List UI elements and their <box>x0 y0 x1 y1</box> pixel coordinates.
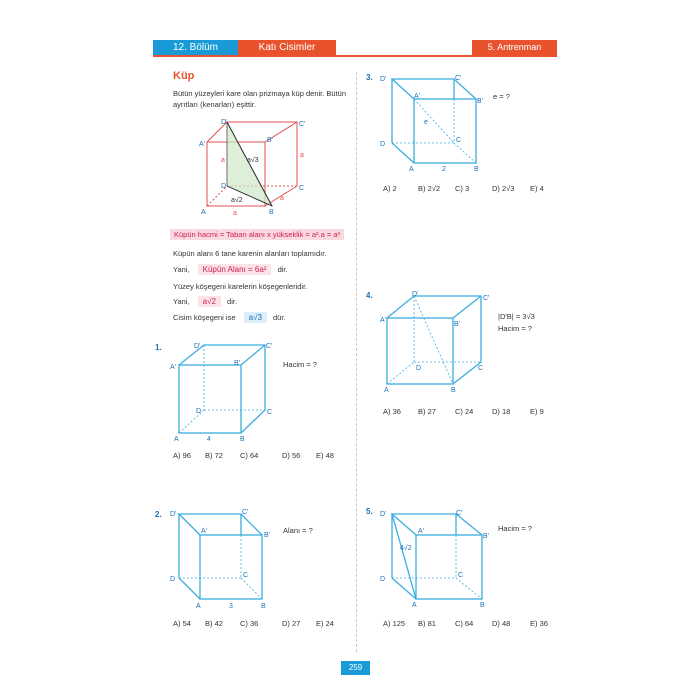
header-rule <box>153 55 557 57</box>
q4-label-a1: A' <box>380 317 387 324</box>
q4-label-d1: D' <box>412 291 419 298</box>
q2-option-e[interactable]: E) 24 <box>316 619 334 628</box>
q2-prompt: Alanı = ? <box>283 526 313 535</box>
q3-cube-figure <box>376 70 496 180</box>
face-suffix: dir. <box>227 297 238 306</box>
q5-label-b: B <box>480 602 485 609</box>
intro-label-body-diag: a√3 <box>247 157 259 164</box>
q1-number: 1. <box>155 343 162 352</box>
q5-option-d[interactable]: D) 48 <box>492 619 511 628</box>
q4-option-d[interactable]: D) 18 <box>492 407 511 416</box>
q5-option-e[interactable]: E) 36 <box>530 619 548 628</box>
q2-number: 2. <box>155 510 162 519</box>
area-text: Küpün alanı 6 tane karenin alanları toplamıdır. <box>173 249 327 258</box>
q3-option-e[interactable]: E) 4 <box>530 184 544 193</box>
page-number: 259 <box>341 661 370 675</box>
q2-label-d: D <box>170 576 176 583</box>
area-suffix: dir. <box>277 265 288 274</box>
q2-cube-figure <box>168 505 283 615</box>
q1-option-c[interactable]: C) 64 <box>240 451 259 460</box>
intro-line-1: Bütün yüzeyleri kare olan prizmaya küp denir. Bütün <box>173 89 347 98</box>
q4-option-e[interactable]: E) 9 <box>530 407 544 416</box>
q2-label-b: B <box>261 603 266 610</box>
intro-label-edge-a2: a <box>300 152 304 159</box>
intro-label-face-diag: a√2 <box>231 197 243 204</box>
q1-option-d[interactable]: D) 56 <box>282 451 301 460</box>
intro-label-b: B <box>269 209 274 216</box>
q1-option-e[interactable]: E) 48 <box>316 451 334 460</box>
area-formula: Küpün Alanı = 6a² <box>198 264 272 275</box>
intro-label-c: C <box>299 185 305 192</box>
q5-label-d: D <box>380 576 386 583</box>
q4-label-b1: B' <box>454 321 461 328</box>
q2-label-d1: D' <box>170 511 177 518</box>
q4-option-a[interactable]: A) 36 <box>383 407 401 416</box>
face-diag-text: Yüzey köşegeni karelerin köşegenleridir. <box>173 282 308 291</box>
q2-label-edge: 3 <box>229 603 233 610</box>
q5-label-b1: B' <box>483 533 490 540</box>
q3-option-a[interactable]: A) 2 <box>383 184 397 193</box>
q3-number: 3. <box>366 73 373 82</box>
intro-label-c1: C' <box>299 121 306 128</box>
q5-label-diag: 4√2 <box>400 545 412 552</box>
q5-option-c[interactable]: C) 64 <box>455 619 474 628</box>
intro-label-edge-a: a <box>221 157 225 164</box>
q3-label-c: C <box>456 137 462 144</box>
q2-label-a: A <box>196 603 201 610</box>
q5-label-a1: A' <box>418 528 425 535</box>
q3-prompt: e = ? <box>493 92 510 101</box>
q2-label-a1: A' <box>201 528 208 535</box>
q4-label-b: B <box>451 387 456 394</box>
q1-label-a1: A' <box>170 364 177 371</box>
q3-label-d1: D' <box>380 76 387 83</box>
q4-option-b[interactable]: B) 27 <box>418 407 436 416</box>
q4-number: 4. <box>366 291 373 300</box>
intro-label-a1: A' <box>199 141 206 148</box>
q4-label-d: D <box>416 365 422 372</box>
intro-label-d1: D' <box>221 119 228 126</box>
q1-label-d: D <box>196 408 202 415</box>
q3-label-d: D <box>380 141 386 148</box>
body-suffix: dür. <box>273 313 286 322</box>
q1-label-b: B <box>240 436 245 443</box>
q2-label-c1: C' <box>242 509 249 516</box>
area-line <box>173 265 288 275</box>
q5-prompt: Hacim = ? <box>498 524 532 533</box>
q1-option-a[interactable]: A) 96 <box>173 451 191 460</box>
intro-label-edge-a4: a <box>280 195 284 202</box>
q1-label-a: A <box>174 436 179 443</box>
q1-prompt: Hacim = ? <box>283 360 317 369</box>
chapter-title: Katı Cisimler <box>238 40 336 55</box>
q4-label-a: A <box>384 387 389 394</box>
face-prefix: Yani, <box>173 297 190 306</box>
q3-label-edge: 2 <box>442 166 446 173</box>
body-formula: a√3 <box>244 312 267 323</box>
volume-formula-line <box>170 230 344 240</box>
q3-label-a1: A' <box>414 93 421 100</box>
q3-label-b1: B' <box>477 98 484 105</box>
q5-cube-figure <box>376 505 496 615</box>
q2-option-a[interactable]: A) 54 <box>173 619 191 628</box>
q2-option-d[interactable]: D) 27 <box>282 619 301 628</box>
q4-cube-figure <box>376 288 496 396</box>
intro-line-2: ayrıtları (kenarları) eşittir. <box>173 100 256 109</box>
q3-label-a: A <box>409 166 414 173</box>
q5-label-d1: D' <box>380 511 387 518</box>
q2-option-b[interactable]: B) 42 <box>205 619 223 628</box>
q2-label-c: C <box>243 572 249 579</box>
q1-label-c: C <box>267 409 273 416</box>
q5-option-b[interactable]: B) 81 <box>418 619 436 628</box>
q4-label-c1: C' <box>483 295 490 302</box>
q5-label-c1: C' <box>456 510 463 517</box>
body-prefix: Cisim köşegeni ise <box>173 313 236 322</box>
q3-label-diag: e <box>424 119 428 126</box>
volume-formula: Küpün hacmi = Taban alanı x yükseklik = a².a = a³ <box>170 229 344 240</box>
q3-label-b: B <box>474 166 479 173</box>
q1-label-d1: D' <box>194 343 201 350</box>
intro-label-b1: B' <box>267 137 274 144</box>
intro-label-edge-a3: a <box>233 210 237 217</box>
face-diag-line <box>173 297 237 307</box>
q4-prompt: Hacim = ? <box>498 324 532 333</box>
q5-option-a[interactable]: A) 125 <box>383 619 406 628</box>
intro-label-a: A <box>201 209 206 216</box>
area-prefix: Yani, <box>173 265 190 274</box>
q5-label-c: C <box>458 572 464 579</box>
q2-label-b1: B' <box>264 532 271 539</box>
q5-label-a: A <box>412 602 417 609</box>
q1-label-c1: C' <box>266 343 273 350</box>
q3-option-c[interactable]: C) 3 <box>455 184 470 193</box>
q4-given: |D'B| = 3√3 <box>498 312 535 321</box>
q3-label-c1: C' <box>455 75 462 82</box>
q1-label-b1: B' <box>234 360 241 367</box>
chapter-tab: 12. Bölüm <box>153 40 238 55</box>
q4-label-c: C <box>478 365 484 372</box>
q4-option-c[interactable]: C) 24 <box>455 407 474 416</box>
body-diag-line <box>173 313 286 323</box>
section-tab: 5. Antrenman <box>472 40 557 55</box>
intro-cube-figure <box>195 112 325 222</box>
q3-option-b[interactable]: B) 2√2 <box>418 184 441 193</box>
q1-cube-figure <box>168 338 283 448</box>
section-title: Küp <box>173 70 195 82</box>
q3-option-d[interactable]: D) 2√3 <box>492 184 515 193</box>
face-formula: a√2 <box>198 296 221 307</box>
intro-label-d: D <box>221 183 227 190</box>
q1-label-edge: 4 <box>207 436 211 443</box>
q5-number: 5. <box>366 507 373 516</box>
column-divider <box>356 72 357 652</box>
q1-option-b[interactable]: B) 72 <box>205 451 223 460</box>
q2-option-c[interactable]: C) 36 <box>240 619 259 628</box>
